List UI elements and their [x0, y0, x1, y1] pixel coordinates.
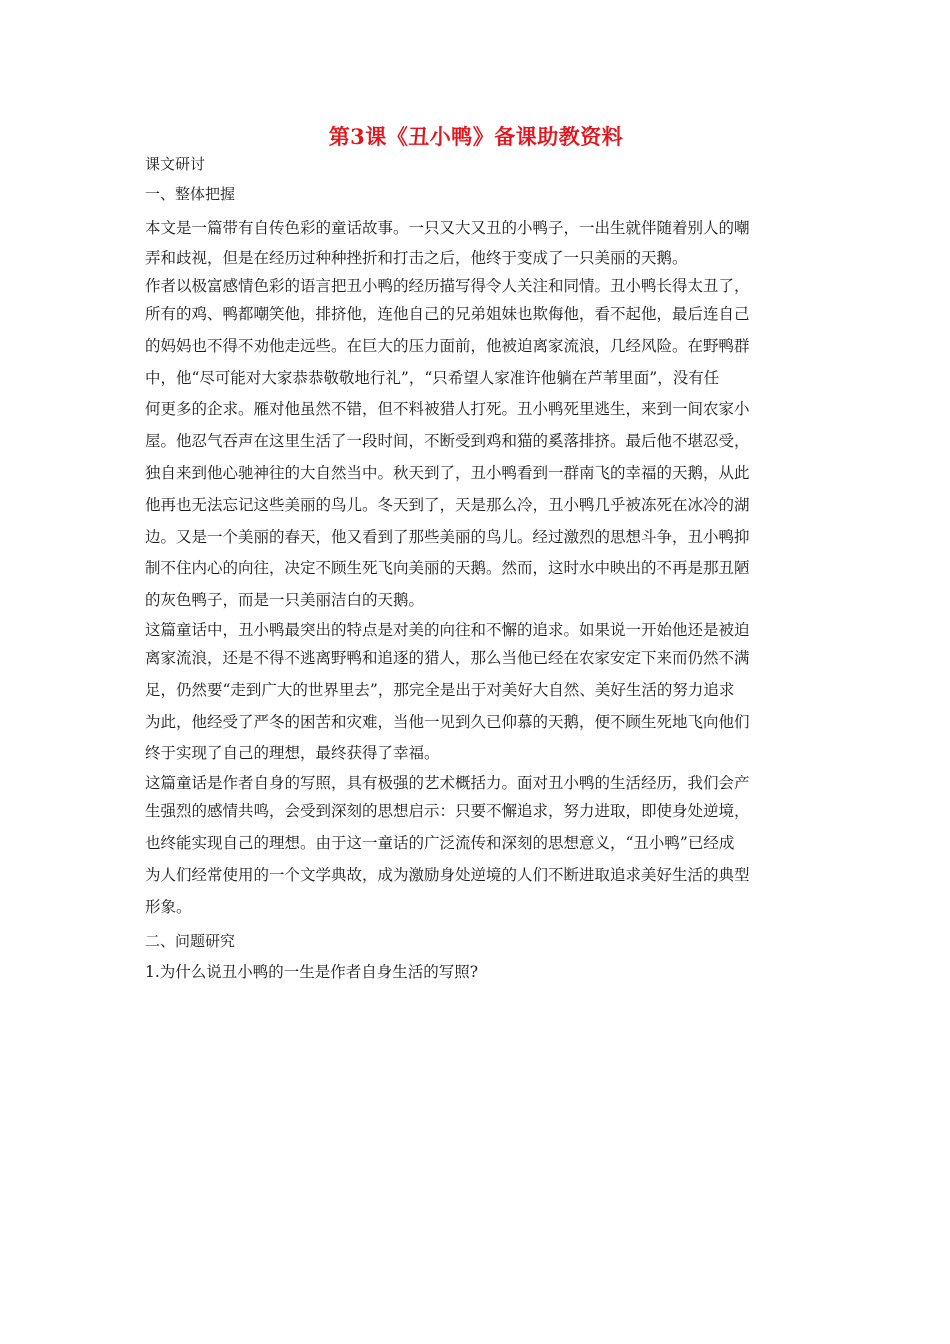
paragraph-line: 的妈妈也不得不劝他走远些。在巨大的压力面前，他被迫离家流浪，几经风险。在野鸭群 [145, 336, 750, 355]
heading-overall: 一、整体把握 [145, 185, 236, 203]
paragraph-line: 离家流浪，还是不得不逃离野鸭和追逐的猎人，那么当他已经在农家安定下来而仍然不满 [145, 648, 750, 667]
question-1: 1.为什么说丑小鸭的一生是作者自身生活的写照? [145, 963, 479, 982]
document-page [145, 122, 807, 985]
paragraph-line: 他再也无法忘记这些美丽的鸟儿。冬天到了，天是那么冷，丑小鸭几乎被冻死在冰冷的湖 [145, 495, 750, 514]
paragraph-line: 何更多的企求。雁对他虽然不错，但不料被猎人打死。丑小鸭死里逃生，来到一间农家小 [145, 400, 750, 419]
paragraph-3 [145, 617, 807, 770]
paragraph-line: 终于实现了自己的理想，最终获得了幸福。 [145, 744, 440, 763]
paragraph-line: 为人们经常使用的一个文学典故，成为激励身处逆境的人们不断进取追求美好生活的典型 [145, 865, 750, 884]
document-title: 第3课《丑小鸭》备课助教资料 [328, 124, 624, 149]
paragraph-line: 为此，他经受了严冬的困苦和灾难，当他一见到久已仰慕的天鹅，便不顾生死地飞向他们 [145, 712, 750, 731]
heading-questions: 二、问题研究 [145, 932, 236, 951]
paragraph-line: 这篇童话是作者自身的写照，具有极强的艺术概括力。面对丑小鸭的生活经历，我们会产 [145, 774, 750, 793]
paragraph-line: 也终能实现自己的理想。由于这一童话的广泛流传和深刻的思想意义，“丑小鸭”已经成 [145, 833, 735, 852]
paragraph-line: 生强烈的感情共鸣，会受到深刻的思想启示：只要不懈追求，努力进取，即使身处逆境， [145, 802, 750, 821]
paragraph-4 [145, 770, 807, 923]
paragraph-line: 中，他“尽可能对大家恭恭敬敬地行礼”，“只希望人家准许他躺在芦苇里面”，没有任 [145, 368, 720, 387]
paragraph-line: 独自来到他心驰神往的大自然当中。秋天到了，丑小鸭看到一群南飞的幸福的天鹅，从此 [145, 463, 750, 482]
paragraph-line: 这篇童话中，丑小鸭最突出的特点是对美的向往和不懈的追求。如果说一开始他还是被迫 [145, 620, 750, 639]
paragraph-1 [145, 213, 807, 273]
paragraph-line: 所有的鸡、鸭都嘲笑他，排挤他，连他自己的兄弟姐妹也欺侮他，看不起他，最后连自己 [145, 305, 750, 323]
paragraph-line: 弄和歧视，但是在经历过种种挫折和打击之后，他终于变成了一只美丽的天鹅。 [145, 249, 688, 267]
paragraph-line: 制不住内心的向往，决定不顾生死飞向美丽的天鹅。然而，这时水中映出的不再是那丑陋 [145, 559, 750, 578]
paragraph-line: 形象。 [145, 897, 192, 916]
paragraph-line: 足，仍然要“走到广大的世界里去”，那完全是出于对美好大自然、美好生活的努力追求 [145, 680, 735, 699]
paragraph-line: 边。又是一个美丽的春天，他又看到了那些美丽的鸟儿。经过激烈的思想斗争，丑小鸭抑 [145, 527, 750, 546]
section-label: 课文研讨 [145, 155, 206, 173]
paragraph-line: 作者以极富感情色彩的语言把丑小鸭的经历描写得令人关注和同情。丑小鸭长得太丑了， [145, 277, 750, 295]
paragraph-2 [145, 273, 807, 617]
paragraph-line: 本文是一篇带有自传色彩的童话故事。一只又大又丑的小鸭子，一出生就伴随着别人的嘲 [145, 219, 750, 237]
paragraph-line: 屋。他忍气吞声在这里生活了一段时间，不断受到鸡和猫的奚落排挤。最后他不堪忍受， [145, 432, 750, 451]
paragraph-line: 的灰色鸭子，而是一只美丽洁白的天鹅。 [145, 591, 425, 610]
